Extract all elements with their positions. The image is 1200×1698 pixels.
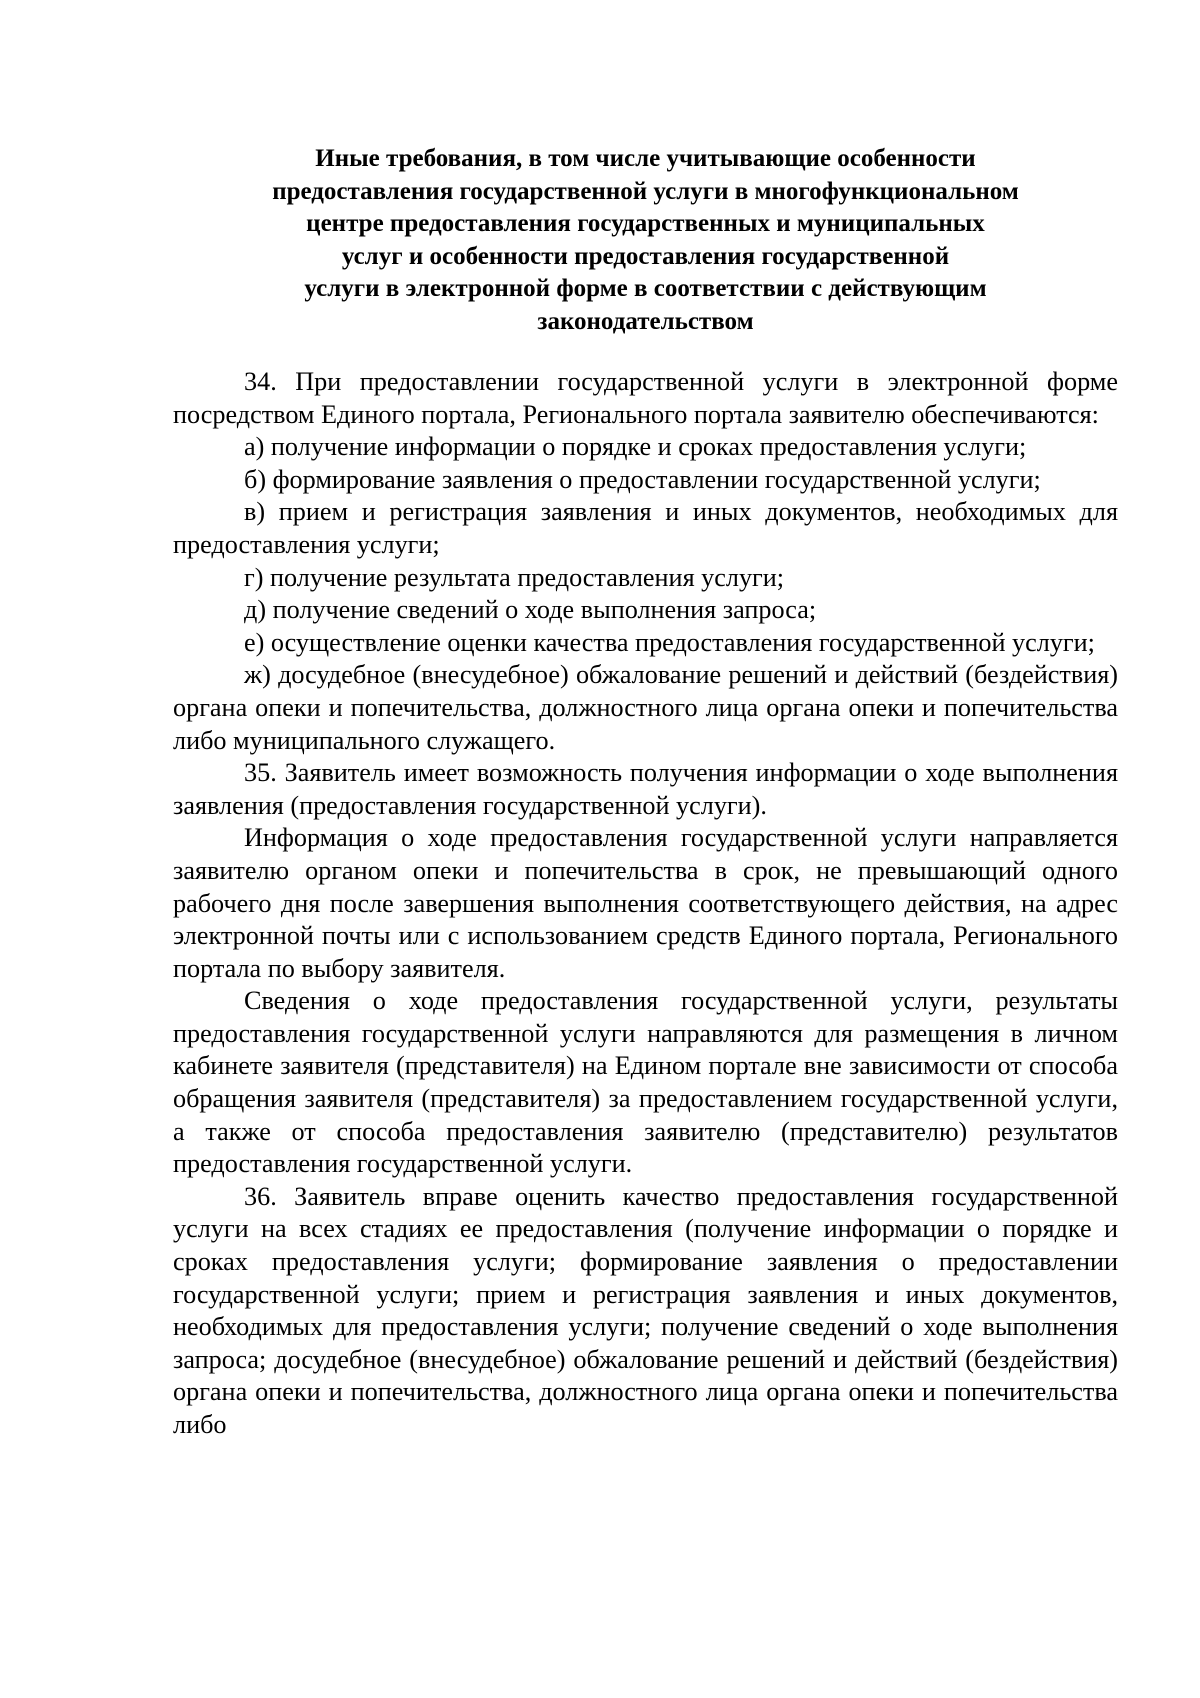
- document-body: [173, 366, 1118, 1442]
- heading-line: услуг и особенности предоставления государственной: [341, 242, 950, 270]
- paragraph-36: 36. Заявитель вправе оценить качество предоставления государственной услуги на всех стадиях ее предоставления (получение информации о порядке и сроках предоставления услуги; формирование заявления о предоставлении государственной услуги; прием и регистрация заявления и иных документов, необходимых для предоставления услуги; получение сведений о ходе выполнения запроса; досудебное (внесудебное) обжалование решений и действий (бездействия) органа опеки и попечительства, должностного лица органа опеки и попечительства либо: [173, 1181, 1118, 1439]
- list-item-g: г) получение результата предоставления услуги;: [244, 562, 785, 592]
- heading-line: Иные требования, в том числе учитывающие особенности: [315, 145, 976, 172]
- heading-line: законодательством: [537, 307, 754, 335]
- list-item-a: а) получение информации о порядке и сроках предоставления услуги;: [244, 432, 1027, 462]
- list-item-zh: ж) досудебное (внесудебное) обжалование решений и действий (бездействия) органа опеки и попечительства, должностного лица органа опеки и попечительства либо муниципального служащего.: [173, 660, 1118, 755]
- list-item-d: д) получение сведений о ходе выполнения запроса;: [244, 595, 817, 625]
- list-item-b: б) формирование заявления о предоставлении государственной услуги;: [244, 464, 1041, 494]
- paragraph-35: 35. Заявитель имеет возможность получения информации о ходе выполнения заявления (предоставления государственной услуги).: [173, 758, 1118, 820]
- heading-line: предоставления государственной услуги в многофункциональном: [272, 177, 1019, 205]
- paragraph-34: 34. При предоставлении государственной услуги в электронной форме посредством Единого портала, Регионального портала заявителю обеспечиваются:: [173, 367, 1118, 429]
- list-item-e: е) осуществление оценки качества предоставления государственной услуги;: [244, 627, 1095, 657]
- heading-line: услуги в электронной форме в соответствии с действующим: [304, 275, 987, 303]
- section-heading: [173, 143, 1118, 339]
- list-item-v: в) прием и регистрация заявления и иных документов, необходимых для предоставления услуги;: [173, 497, 1118, 559]
- paragraph-information: Информация о ходе предоставления государственной услуги направляется заявителю органом опеки и попечительства в срок, не превышающий одного рабочего дня после завершения выполнения соответствующего действия, на адрес электронной почты или с использованием средств Единого портала, Регионального портала по выбору заявителя.: [173, 823, 1118, 983]
- document-page: [173, 0, 1118, 1698]
- paragraph-svedeniya: Сведения о ходе предоставления государственной услуги, результаты предоставления государственной услуги направляются для размещения в личном кабинете заявителя (представителя) на Едином портале вне зависимости от способа обращения заявителя (представителя) за предоставлением государственной услуги, а также от способа предоставления заявителю (представителю) результатов предоставления государственной услуги.: [173, 986, 1118, 1179]
- heading-line: центре предоставления государственных и муниципальных: [306, 210, 985, 238]
